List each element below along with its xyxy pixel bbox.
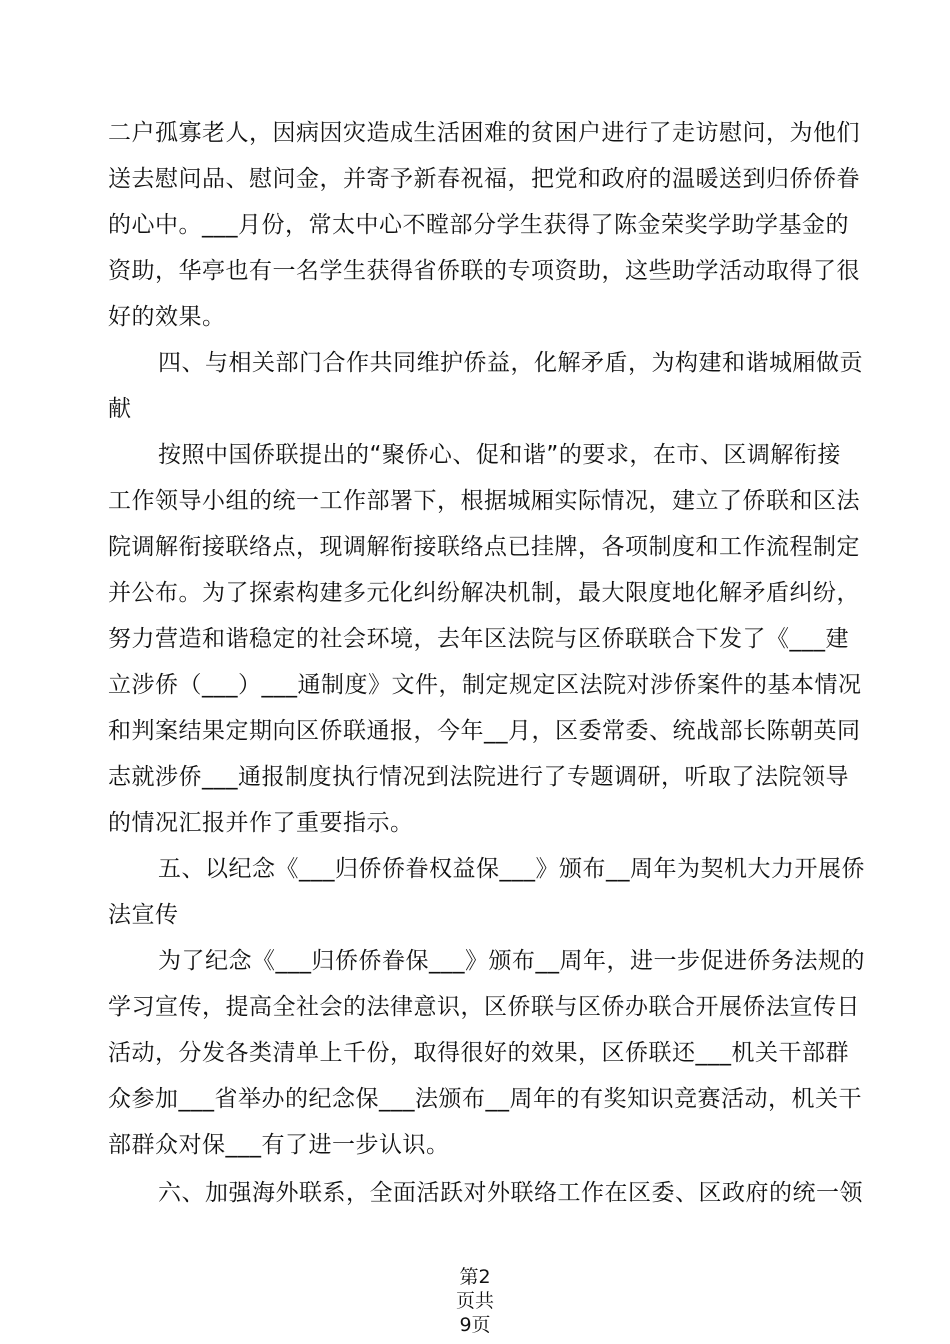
text-line: 并公布。为了探索构建多元化纠纷解决机制，最大限度地化解矛盾纠纷，	[108, 580, 860, 606]
text-line: 努力营造和谐稳定的社会环境，去年区法院与区侨联联合下发了《___建	[108, 626, 849, 652]
text-line: 活动，分发各类清单上千份，取得很好的效果，区侨联还___机关干部群	[108, 1040, 849, 1066]
text-line: 的情况汇报并作了重要指示。	[108, 810, 414, 836]
text-line: 部群众对保___有了进一步认识。	[108, 1132, 450, 1158]
section-heading-cont: 献	[108, 396, 132, 422]
section-heading: 五、以纪念《___归侨侨眷权益保___》颁布__周年为契机大力开展侨	[158, 856, 865, 882]
text-line: 志就涉侨___通报制度执行情况到法院进行了专题调研，听取了法院领导	[108, 764, 849, 790]
text-line: 的心中。___月份，常太中心不瞠部分学生获得了陈金荣奖学助学基金的	[108, 212, 849, 238]
text-line: 工作领导小组的统一工作部署下，根据城厢实际情况，建立了侨联和区法	[108, 488, 860, 514]
text-line: 好的效果。	[108, 304, 226, 330]
text-line: 院调解衔接联络点，现调解衔接联络点已挂牌，各项制度和工作流程制定	[108, 534, 860, 560]
text-line: 送去慰问品、慰问金，并寄予新春祝福，把党和政府的温暖送到归侨侨眷	[108, 166, 860, 192]
text-line: 众参加___省举办的纪念保___法颁布__周年的有奖知识竞赛活动，机关干	[108, 1086, 862, 1112]
section-heading: 四、与相关部门合作共同维护侨益，化解矛盾，为构建和谐城厢做贡	[158, 350, 863, 376]
section-heading-cont: 法宣传	[108, 902, 179, 928]
text-line: 和判案结果定期向区侨联通报，今年__月，区委常委、统战部长陈朝英同	[108, 718, 861, 744]
text-line: 按照中国侨联提出的“聚侨心、促和谐”的要求，在市、区调解衔接	[158, 442, 841, 468]
text-line: 资助，华亭也有一名学生获得省侨联的专项资助，这些助学活动取得了很	[108, 258, 860, 284]
text-line: 为了纪念《___归侨侨眷保___》颁布__周年，进一步促进侨务法规的	[158, 948, 865, 974]
page-number-line: 页共	[455, 1290, 494, 1312]
text-line: 学习宣传，提高全社会的法律意识，区侨联与区侨办联合开展侨法宣传日	[108, 994, 860, 1020]
text-line: 二户孤寡老人，因病因灾造成生活困难的贫困户进行了走访慰问，为他们	[108, 120, 860, 146]
text-line: 立涉侨（___）___通制度》文件，制定规定区法院对涉侨案件的基本情况	[108, 672, 862, 698]
page-number-line: 9页	[459, 1314, 491, 1336]
section-heading: 六、加强海外联系，全面活跃对外联络工作在区委、区政府的统一领	[158, 1180, 863, 1206]
page-number-line: 第2	[459, 1266, 491, 1288]
